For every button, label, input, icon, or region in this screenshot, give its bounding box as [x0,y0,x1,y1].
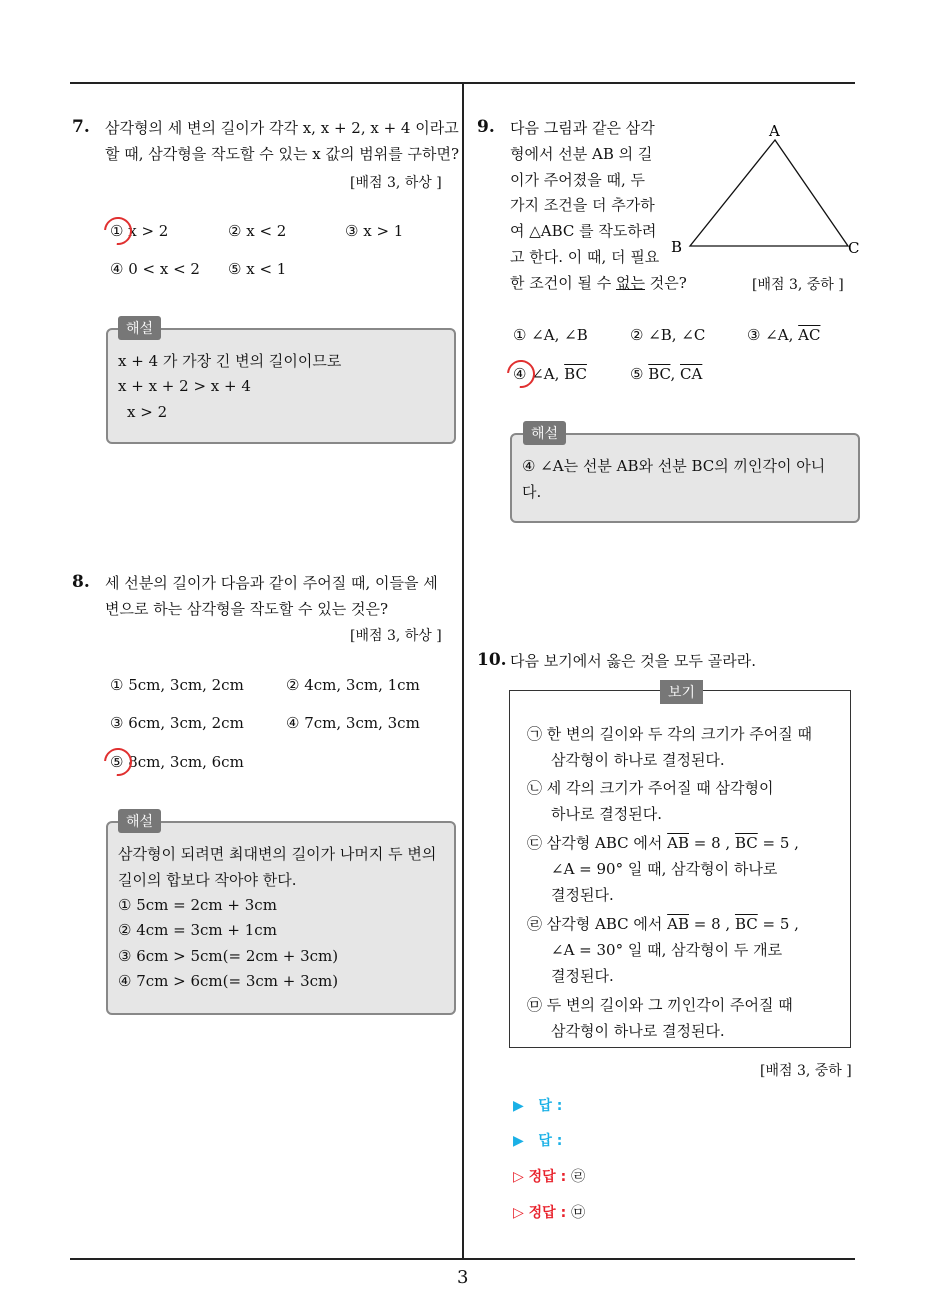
q10-bogi-label: 보기 [660,680,703,704]
q10-item-3-cont: ∠A = 90° 일 때, 삼각형이 하나로 [551,860,778,878]
q8-explanation-line: ② 4cm = 3cm + 1cm [118,921,277,939]
q8-explanation-line: ① 5cm = 2cm + 3cm [118,896,277,914]
q10-item-4 [527,913,799,934]
q10-item-4-segment: $\overline{BC}$ [734,915,758,933]
q9-text-line: 이가 주어졌을 때, 두 [510,171,645,189]
q7-option-1[interactable]: ① x > 2 [110,222,169,240]
q10-item-2: ㉡ 세 각의 크기가 주어질 때 삼각형이 [527,779,774,797]
q9-option-2[interactable]: ② ∠B, ∠C [630,326,706,344]
q9-option-3-segment: $\overline{AC}$ [798,326,821,344]
correct-answer-row-1 [513,1166,585,1186]
vertex-c-label: C [848,239,860,257]
q8-text-line: 변으로 하는 삼각형을 작도할 수 있는 것은? [105,600,388,618]
q10-item-1: ㉠ 한 변의 길이와 두 각의 크기가 주어질 때 [527,725,812,743]
q9-text-line: 형에서 선분 AB 의 길 [510,145,653,163]
q8-text-line: 세 선분의 길이가 다음과 같이 주어질 때, 이들을 세 [105,574,438,592]
q10-item-3-segment: $\overline{BC}$ [734,834,758,852]
q8-explanation-line: 길이의 합보다 작아야 한다. [118,871,297,889]
q7-option-2[interactable]: ② x < 2 [228,222,287,240]
correct-answer-label: 정답 : [528,1169,567,1185]
q9-number: 9. [477,117,495,137]
q9-option-4-segment: $\overline{BC}$ [564,365,587,383]
correct-answer-row-2 [513,1202,585,1222]
q10-item-3-part: = 5 , [757,834,799,852]
q7-explanation-line: x > 2 [127,403,168,421]
q10-item-4-part: ㉣ 삼각형 ABC 에서 [527,915,668,933]
page-number: 3 [457,1267,469,1288]
q8-number: 8. [72,572,90,592]
answer-label: 답 : [538,1098,563,1114]
q10-item-4-part: = 8 , [689,915,735,933]
q10-item-3-cont: 결정된다. [551,886,614,904]
q9-option-5[interactable] [630,365,702,383]
q8-explanation-label: 해설 [118,809,161,833]
q9-option-3-part: ③ ∠A, [747,326,799,344]
q7-text-line: 삼각형의 세 변의 길이가 각각 x, x + 2, x + 4 이라고 [105,119,459,137]
vertex-b-label: B [671,238,683,256]
q7-number: 7. [72,117,90,137]
q10-item-1-cont: 삼각형이 하나로 결정된다. [551,751,725,769]
q9-answer-mark [501,354,540,393]
q8-option-1[interactable]: ① 5cm, 3cm, 2cm [110,676,244,694]
q7-text-line: 할 때, 삼각형을 작도할 수 있는 x 값의 범위를 구하면? [105,145,459,163]
q10-item-4-part: = 5 , [757,915,799,933]
q8-option-4[interactable]: ④ 7cm, 3cm, 3cm [286,714,420,732]
q10-item-3-part: = 8 , [689,834,735,852]
q9-text-line: 고 한다. 이 때, 더 필요 [510,248,660,266]
q9-option-3[interactable] [747,326,820,344]
correct-answer-value: ㉤ [571,1205,586,1221]
q10-item-4-segment: $\overline{AB}$ [667,915,689,933]
q9-text-part: 것은? [645,274,687,292]
q7-option-3[interactable]: ③ x > 1 [345,222,404,240]
q9-score: [배점 3, 중하 ] [752,277,844,293]
q10-item-4-cont: 결정된다. [551,967,614,985]
correct-answer-value: ㉣ [571,1169,586,1185]
q8-score: [배점 3, 하상 ] [350,628,442,644]
q8-explanation-line: ③ 6cm > 5cm(= 2cm + 3cm) [118,947,339,965]
answer-label: 답 : [538,1133,563,1149]
q8-explanation-line: ④ 7cm > 6cm(= 3cm + 3cm) [118,972,339,990]
q8-option-2[interactable]: ② 4cm, 3cm, 1cm [286,676,420,694]
q9-text-line: 다음 그림과 같은 삼각 [510,119,655,137]
q9-option-1[interactable]: ① ∠A, ∠B [513,326,588,344]
q10-item-2-cont: 하나로 결정된다. [551,805,662,823]
q10-item-3 [527,832,799,853]
q10-item-3-segment: $\overline{AB}$ [667,834,689,852]
q9-option-5-part: , [670,365,681,383]
q8-option-3[interactable]: ③ 6cm, 3cm, 2cm [110,714,244,732]
triangle-figure [668,120,868,260]
q7-score: [배점 3, 하상 ] [350,175,442,191]
answer-row-1 [513,1095,667,1115]
q9-explanation-line: 다. [522,483,542,501]
answer-row-2 [513,1130,667,1150]
q9-option-5-segment: $\overline{CA}$ [680,365,703,383]
q7-explanation-label: 해설 [118,316,161,340]
triangle-shape [690,140,848,246]
q9-option-4-part: ④ ∠A, [513,365,565,383]
q9-text-line [510,273,687,293]
q7-explanation-line: x + x + 2 > x + 4 [118,377,251,395]
play-icon: ▶ [513,1133,524,1149]
q9-text-line: 가지 조건을 더 추가하 [510,196,655,214]
q9-text-line: 여 △ABC 를 작도하려 [510,222,657,240]
play-outline-icon: ▷ [513,1205,524,1221]
q7-explanation-line: x + 4 가 가장 긴 변의 길이이므로 [118,352,342,370]
play-outline-icon: ▷ [513,1169,524,1185]
q9-option-5-segment: $\overline{BC}$ [648,365,671,383]
q8-answer-mark [98,742,137,781]
q7-option-5[interactable]: ⑤ x < 1 [228,260,287,278]
q10-item-3-part: ㉢ 삼각형 ABC 에서 [527,834,668,852]
q9-text-part: 한 조건이 될 수 [510,274,617,292]
q9-explanation-box [510,433,860,523]
q8-option-5[interactable]: ⑤ 8cm, 3cm, 6cm [110,753,244,771]
bottom-rule [70,1258,855,1260]
q10-item-5: ㉤ 두 변의 길이와 그 끼인각이 주어질 때 [527,996,793,1014]
q10-text: 다음 보기에서 옳은 것을 모두 골라라. [510,652,756,670]
q9-text-emphasis: 없는 [616,274,645,292]
q9-explanation-line: ④ ∠A는 선분 AB와 선분 BC의 끼인각이 아니 [522,457,826,475]
q7-option-4[interactable]: ④ 0 < x < 2 [110,260,200,278]
q10-number: 10. [477,650,507,670]
q9-option-5-part: ⑤ [630,365,649,383]
correct-answer-label: 정답 : [528,1205,567,1221]
play-icon: ▶ [513,1098,524,1114]
q7-answer-mark [98,211,137,250]
q10-item-5-cont: 삼각형이 하나로 결정된다. [551,1022,725,1040]
q8-explanation-line: 삼각형이 되려면 최대변의 길이가 나머지 두 변의 [118,845,437,863]
vertex-a-label: A [769,122,780,140]
q10-score: [배점 3, 중하 ] [760,1063,852,1079]
q9-explanation-label: 해설 [523,421,566,445]
column-divider [462,84,464,1258]
q10-item-4-cont: ∠A = 30° 일 때, 삼각형이 두 개로 [551,941,783,959]
